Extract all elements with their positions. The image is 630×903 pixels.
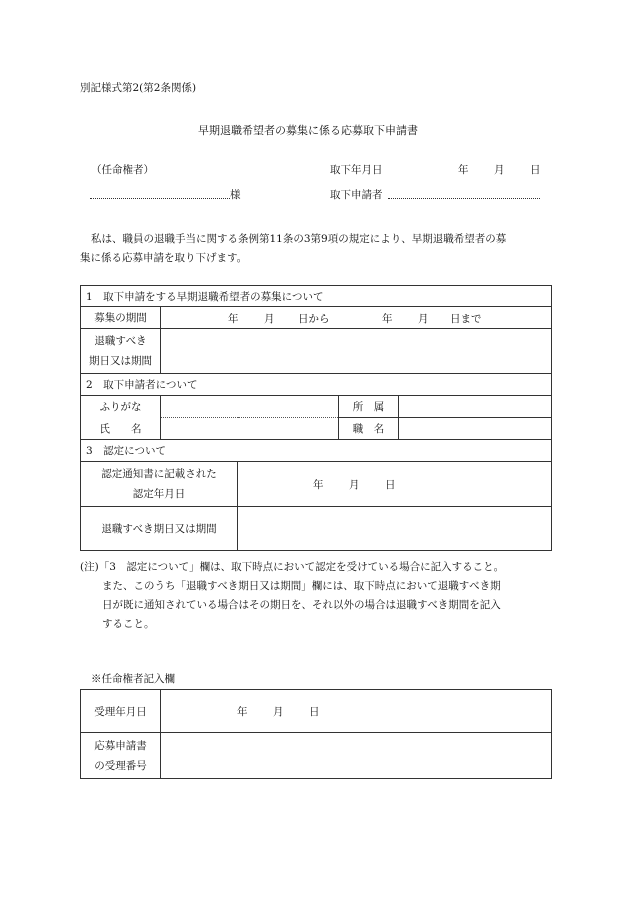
period-to-month: 月 [418,312,429,325]
note-line-3: 日が既に通知されている場合はその期日を、それ以外の場合は退職すべき期間を記入 [102,599,501,611]
cert-date-day: 日 [385,479,396,491]
receipt-date-day: 日 [309,706,320,718]
retire-date-label-full: 退職すべき期日又は期間 [81,507,238,551]
retire-date-field[interactable] [161,329,552,374]
name-label: 氏 名 [81,418,161,440]
cert-date-label-line-2: 認定年月日 [132,488,186,500]
receipt-date-year: 年 [237,706,248,718]
retire-date-label-line-1: 退職すべき [94,335,147,347]
receipt-date-label: 受理年月日 [81,690,161,733]
applicant-label: 取下申請者 [330,189,383,201]
note-line-1: (注)「3 認定について」欄は、取下時点において認定を受けている場合に記入すること。 [80,561,505,573]
appointer-section-heading: ※任命権者記入欄 [91,673,175,685]
withdraw-date-label: 取下年月日 [330,164,383,176]
body-text-line-2: 集に係る応募申請を取り下げます。 [80,252,248,264]
receipt-date-month: 月 [273,706,284,718]
period-to-day: 日まで [450,312,482,325]
receipt-number-label-line-2: の受理番号 [94,759,147,772]
period-from-month: 月 [264,312,275,325]
receipt-number-label [81,733,161,779]
position-label: 職 名 [339,418,399,440]
withdraw-date-year: 年 [458,164,469,176]
position-field[interactable] [399,418,552,440]
note-line-2: また、このうち「退職すべき期日又は期間」欄には、取下時点において退職すべき期 [102,580,501,592]
period-to-year: 年 [382,312,393,325]
receipt-date-field[interactable] [161,690,552,733]
cert-date-year: 年 [313,479,324,491]
cert-date-label [81,462,238,507]
cert-date-month: 月 [349,479,360,491]
appointer-table [80,689,552,779]
receipt-number-label-line-1: 応募申請書 [94,739,147,752]
period-from-day: 日から [298,312,330,325]
receipt-number-field[interactable] [161,733,552,779]
period-from-year: 年 [228,312,239,325]
retire-date-full-field[interactable] [238,507,552,551]
furigana-field[interactable] [161,396,339,418]
recruit-period-label: 募集の期間 [81,307,161,329]
section-3-heading: 3 認定について [81,440,552,462]
cert-date-field[interactable] [238,462,552,507]
section-2-heading: 2 取下申請者について [81,374,552,396]
main-table [80,285,552,551]
withdraw-date-month: 月 [494,164,505,176]
furigana-label: ふりがな [81,396,161,418]
retire-date-label-line-2: 期日又は期間 [89,355,152,367]
name-field[interactable] [161,418,339,440]
note-line-4: すること。 [102,618,155,630]
appointer-name-field[interactable] [90,198,230,199]
cert-date-label-line-1: 認定通知書に記載された [101,468,217,480]
document-title: 早期退職希望者の募集に係る応募取下申請書 [198,124,418,137]
retire-date-label [81,329,161,374]
section-1-heading: 1 取下申請をする早期退職希望者の募集について [81,286,552,307]
affiliation-field[interactable] [399,396,552,418]
sama-suffix: 様 [230,189,241,201]
applicant-name-field[interactable] [388,198,540,199]
body-text-line-1: 私は、職員の退職手当に関する条例第11条の3第9項の規定により、早期退職希望者の募 [91,233,507,245]
withdraw-date-day: 日 [530,164,541,176]
form-number: 別記様式第2(第2条関係) [80,82,197,94]
affiliation-label: 所 属 [339,396,399,418]
recruit-period-field[interactable] [161,307,552,329]
appointer-label: （任命権者） [91,164,154,176]
